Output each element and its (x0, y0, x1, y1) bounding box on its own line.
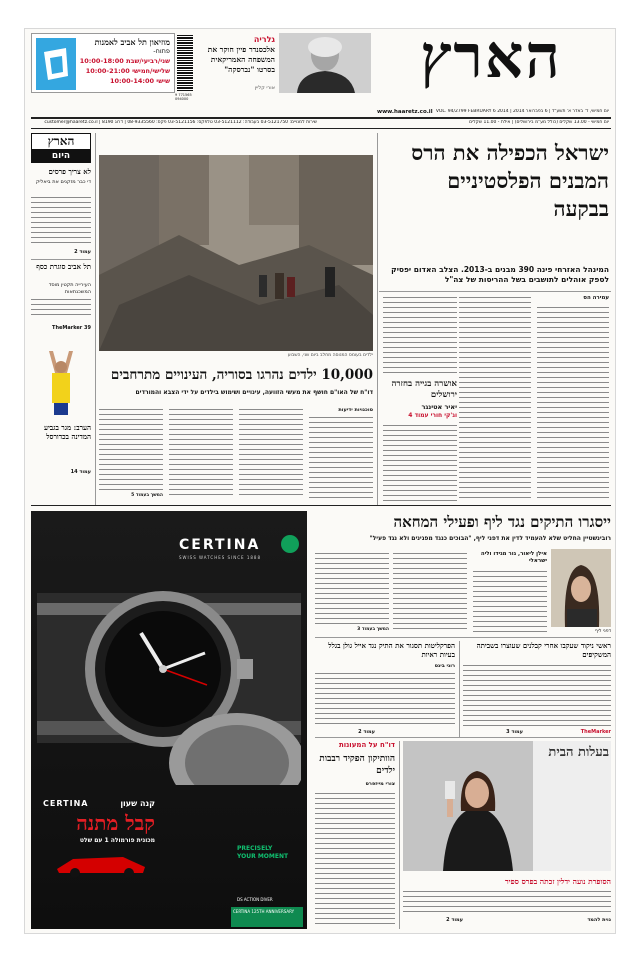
ad-dial-text: DS ACTION DIVER (237, 897, 273, 902)
barcode-number: 9 771565 094000 (175, 93, 192, 101)
museum-hours-1: שני/רביעי/שבת 10:00-18:00 (79, 57, 170, 65)
sidebar-brand: הארץ (47, 134, 75, 148)
sidebar-item-1-text: די כבר מזקנים את ביאליק (35, 179, 91, 185)
ad-swiss: SWISS WATCHES SINCE 1888 (179, 555, 262, 560)
ad-anniversary: CERTINA 125TH ANNIVERSARY (231, 907, 303, 927)
gallery-photo (279, 33, 371, 93)
price-line: יום חמישי - 13.00 שקלים (כולל מע"מ בירושלים) | אילת - 11.00 שקלים (469, 120, 609, 125)
lead-callout-page[interactable]: וג'קי חורי עמוד 4 (408, 412, 457, 419)
ad-offer-small: קנה שעון (120, 799, 155, 808)
museum-name: מוזיאון תל אביב לאמנות (94, 37, 170, 47)
museum-hours-2: שלישי/חמישי 10:00-21:00 (85, 67, 170, 75)
ad-tagline-1: PRECISELY (237, 845, 273, 852)
lead-text-col-4 (383, 423, 457, 501)
syria-subhead: דו"ח של האו"ם חושף את מעשי הזוועה, עינויים ושימוש בילדים על ידי הצבא והמורדים (135, 389, 373, 396)
museum-sub: פתוח- (153, 47, 170, 55)
gallery-author: אורי קליין (254, 85, 275, 91)
sapir-sign-text: בעלות הבית (548, 745, 609, 760)
lead-headline: ישראל הכפילה את הרס המבנים הפלסטיניים בבקעה (411, 140, 609, 221)
sidebar-item-1-page[interactable]: עמוד 2 (74, 249, 91, 255)
sidebar-item-2-page[interactable]: 39 TheMarker (52, 325, 91, 331)
bottom-headline: הוותיקון הפקיד רבבות ילדים (319, 754, 395, 776)
protest-subhead: רובינשטיין החליט שלא להעמיד לדין את דפני ליף, "הבוכים כנגד מפגינים ולא נגד פעיל" (369, 535, 611, 542)
service-line: שירות למנויים: 03-5121750 בעבודה: 03-5121112 טלפקס: 03-5121156 פקס: 08-9335560 | דרוג 8190 | customer@haaretz.co.il (44, 120, 317, 125)
museum-logo-icon (36, 38, 76, 90)
sidebar-item-1-title: לא צריך פרסים (48, 167, 91, 176)
box1-page[interactable]: עמוד 3 (506, 729, 523, 735)
newspaper-page (24, 28, 616, 934)
gallery-section: גלריה (253, 35, 275, 44)
ad-brand: CERTINA (179, 537, 261, 553)
gallery-title: אלכסנדר פיין חוקר את המשפחה האמריקאית בסרטו "נברסקה" (207, 45, 275, 74)
bottom-byline: צורי מייזפרס (365, 781, 395, 787)
protest-continued[interactable]: המשך בעמוד 3 (357, 627, 389, 632)
sidebar-brand-sub: היום (32, 149, 90, 163)
lead-callout: אושרה בגייה בחזרה ירושלים (391, 379, 457, 400)
ad-brand-logo-icon (281, 535, 299, 553)
sapir-page[interactable]: עמוד 2 (446, 917, 463, 923)
ad-model: CERTINA (43, 799, 89, 808)
ad-offer-big: קבל מתנה (76, 811, 155, 835)
masthead-url: www.haaretz.co.il (377, 109, 433, 115)
lead-subhead: המינהל האזרחי פינה 390 מבנים ב-2013. הצלב האדום יפסיק לספק אוהלים לתושבים בשל ההריסות של צה"ל (391, 265, 609, 284)
box2-byline: רוני ביגס (434, 663, 455, 669)
sapir-headline: הסופרת נועה ידלין זכתה בפרס ספיר (504, 877, 611, 886)
sapir-byline: נוית להמד (587, 917, 611, 923)
sidebar-item-2-text: העירייה תקטין מוסד המשכנתאות (48, 282, 91, 295)
certina-ad[interactable] (31, 511, 307, 929)
syria-headline: 10,000 ילדים נהרגו בסוריה, העינויים מתרחבים (110, 367, 373, 383)
sapir-photo (403, 741, 611, 871)
lead-byline: עמירה הס (583, 295, 609, 301)
museum-hours-3: שישי 10:00-14:00 (109, 77, 170, 85)
barcode (177, 35, 193, 91)
issue-line: יום חמישי, ד' באדר א' תשע"ד | 6 בפברואר 2014 | VOL. 94/2799 FEBRUARY 6 2014 (435, 109, 609, 114)
protest-photo (551, 549, 611, 627)
protest-byline: אילן ליאור, גור מגידו וליה ישראלי (480, 551, 547, 564)
ad-offer-line: מכונית פורמולה 1 עם שלט (79, 837, 155, 844)
lead-text-col-2 (459, 295, 531, 501)
ad-watch (37, 573, 301, 785)
ad-f1-car-icon (53, 849, 149, 879)
sidebar-brand-box (31, 133, 91, 163)
syria-continued[interactable]: המשך בעמוד 5 (131, 493, 163, 498)
sidebar-player-photo (31, 347, 91, 417)
protest-caption: דפני ליף (595, 629, 611, 634)
syria-photo (99, 155, 373, 351)
lead-text-col-3 (383, 295, 457, 375)
sidebar-item-2-title: תל אביב סוגרת כסף (36, 262, 91, 271)
museum-ad-box (31, 33, 175, 93)
lead-callout-author: יאיר אטינגר (421, 403, 457, 411)
lead-text-col-1 (537, 305, 609, 501)
box1-byline: TheMarker (580, 729, 611, 735)
box2-headline: הפרקליטות תסגור את התיק נגד אייל גולן בגלל בעיות ראיות (328, 641, 455, 659)
sidebar-item-3-page[interactable]: עמוד 14 (70, 469, 91, 475)
box1-headline: ראשי ניקוד שעקבו אחרי קבלנים שעוצרו בשביתה המשקיפים (476, 641, 611, 659)
syria-caption: ילדים בעומס המנוסה מחלב ביום שני, השבוע (287, 353, 373, 358)
bottom-kicker: דו"ח על המעונות (338, 741, 395, 749)
sidebar-item-3-title: הערב: מגר בגביע המדינה בכדורסל (43, 423, 91, 441)
masthead-logo: הארץ (420, 28, 562, 92)
protest-headline: ייסגרו התיקים נגד ליף ופעילי המחאה (393, 513, 611, 531)
box2-page[interactable]: עמוד 2 (358, 729, 375, 735)
syria-byline: סוכנויות ידיעות (338, 407, 373, 413)
ad-tagline-2: YOUR MOMENT (237, 853, 289, 860)
